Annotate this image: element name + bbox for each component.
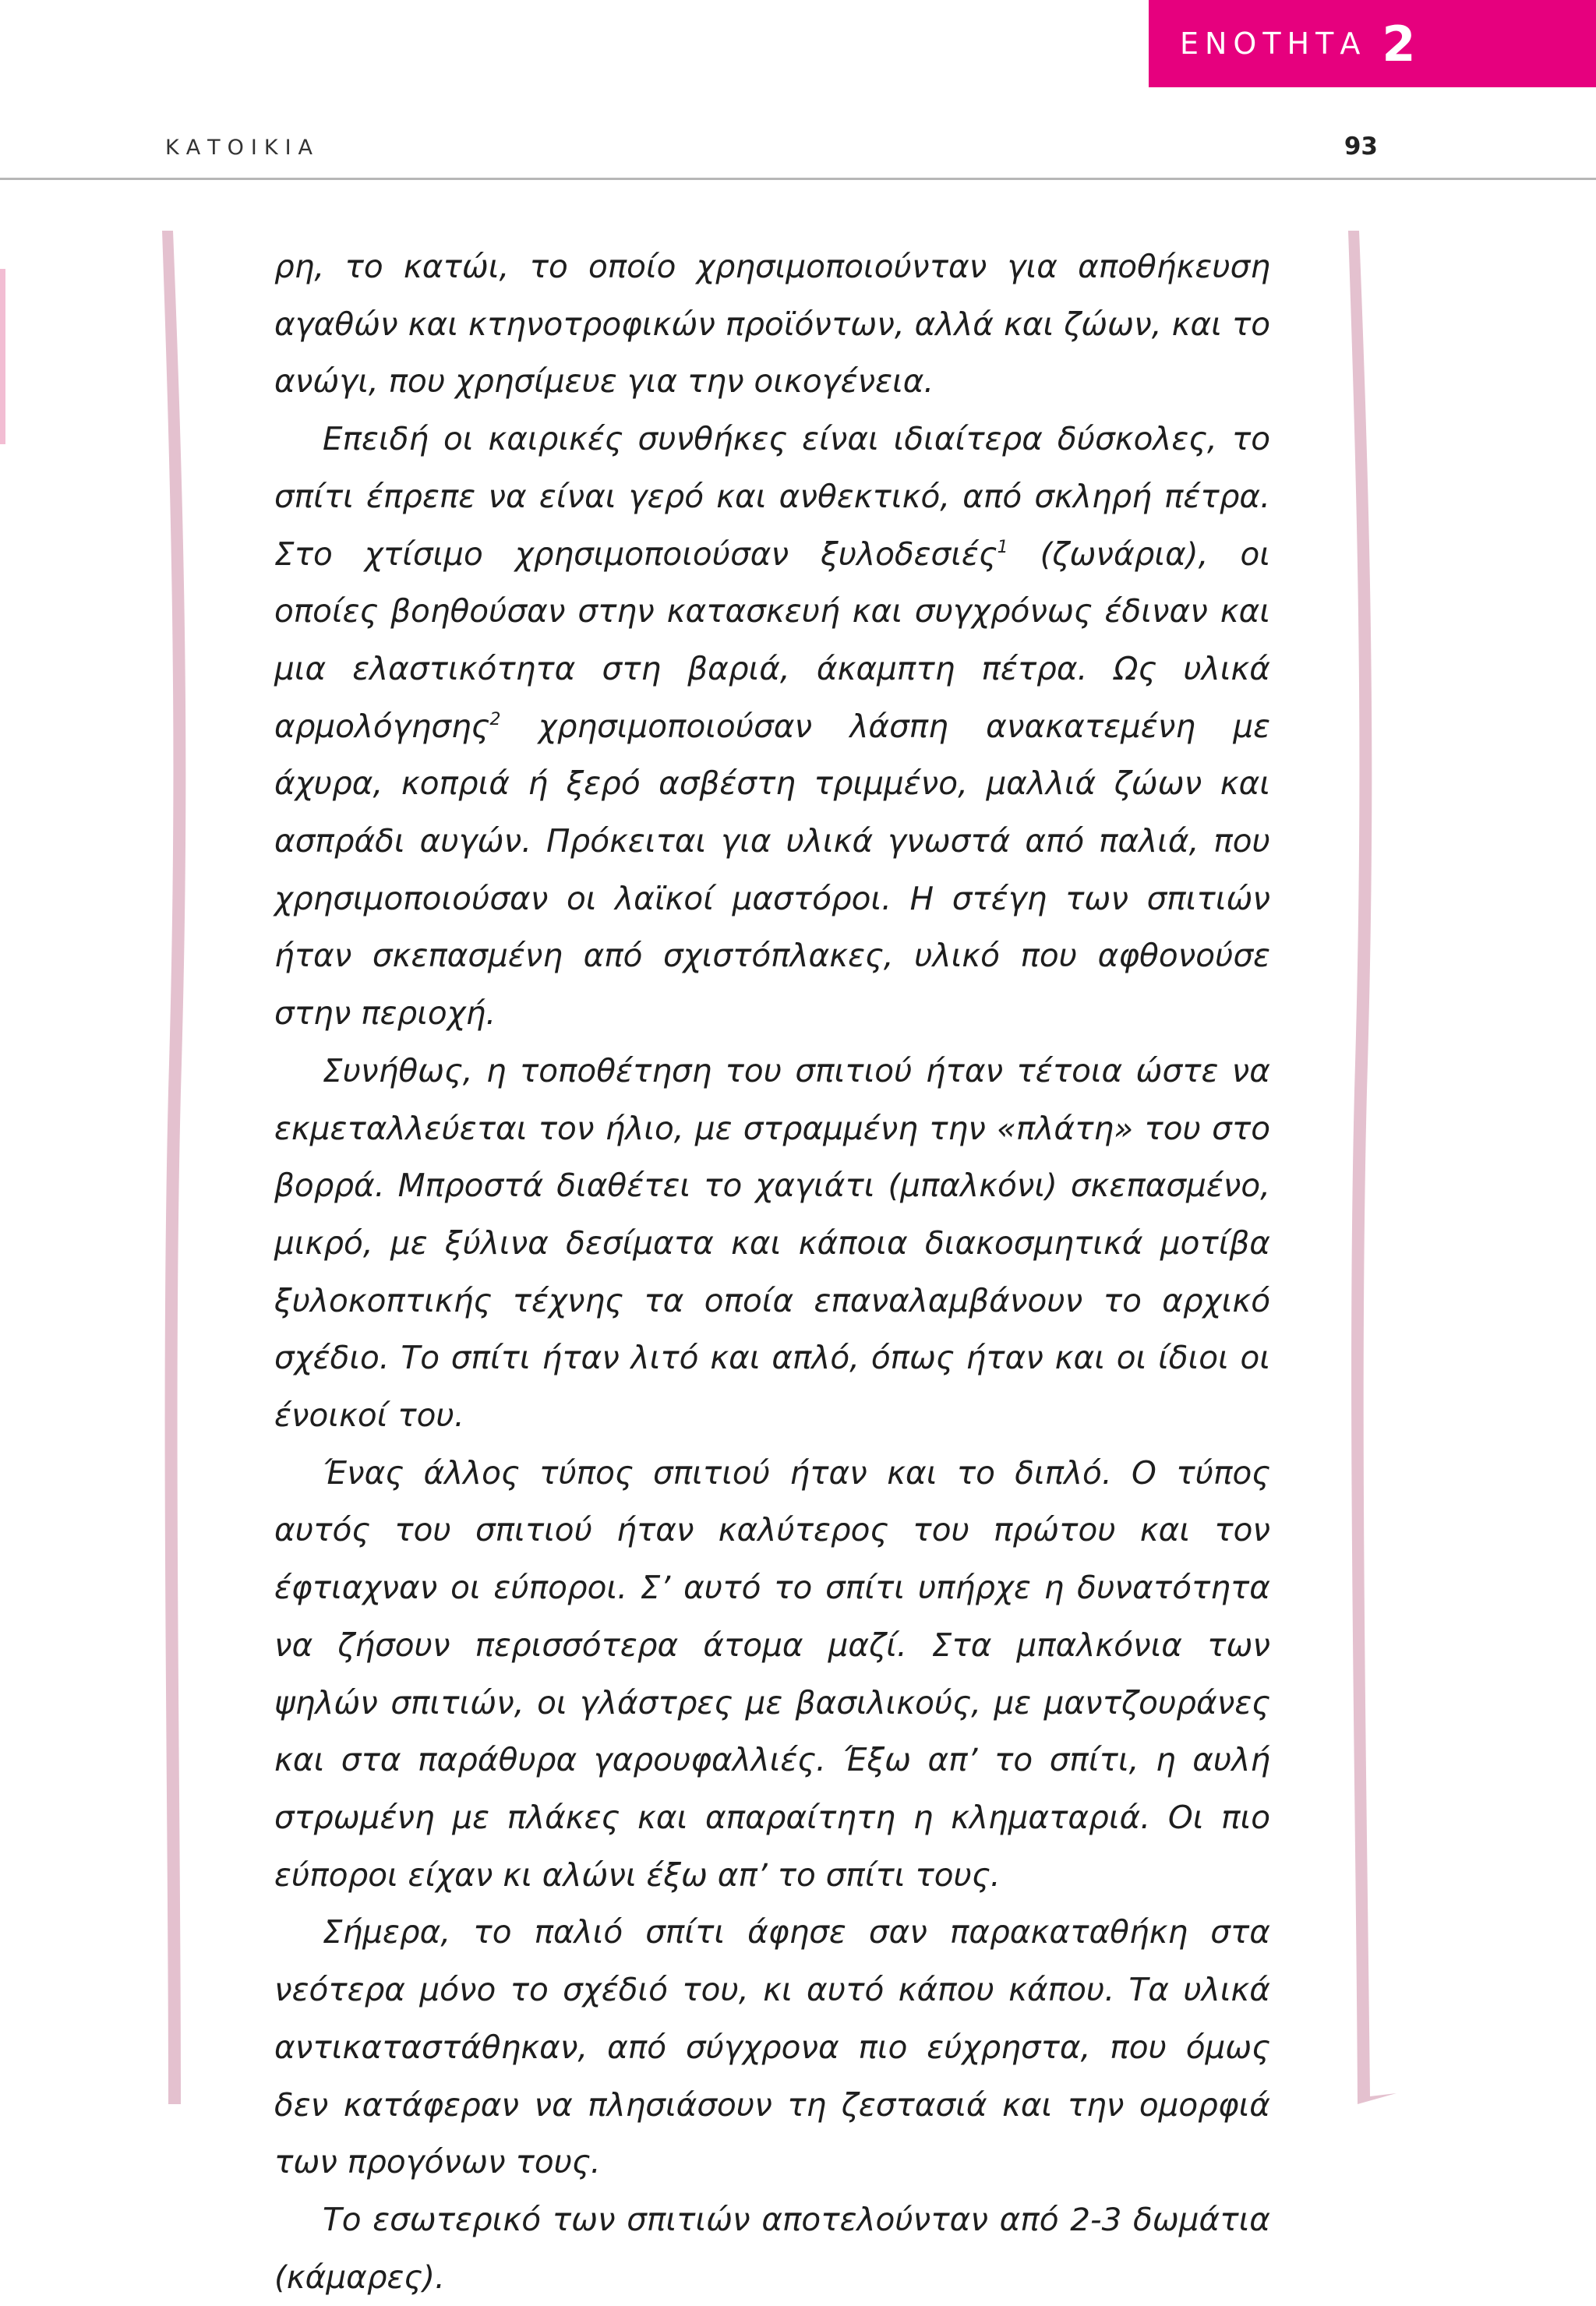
body-text <box>274 238 1270 2306</box>
paragraph: Ένας άλλος τύπος σπιτιού ήταν και το διπλό. Ο τύπος αυτός του σπιτιού ήταν καλύτερος του πρώτου και τον έφτιαχναν οι εύποροι. Σ’ αυτό το σπίτι υπήρχε η δυνατότητα να ζήσουν περισσότερα άτομα μαζί. Στα μπαλκόνια των ψηλών σπιτιών, οι γλάστρες με βασιλικούς, με μαντζουράνες και στα παράθυρα γαρουφαλλιές. Έξω απ’ το σπίτι, η αυλή στρωμένη με πλάκες και απαραίτητη η κληματαριά. Οι πιο εύποροι είχαν κι αλώνι έξω απ’ το σπίτι τους. <box>274 1453 1270 1894</box>
left-side-bar <box>162 231 185 2104</box>
paragraph: Το εσωτερικό των σπιτιών αποτελούνταν από 2-3 δωμάτια (κάμαρες). <box>274 2200 1270 2296</box>
footnote-marker[interactable]: 1 <box>997 537 1008 557</box>
footnote-marker[interactable]: 2 <box>489 709 501 729</box>
section-number: 2 <box>1382 15 1416 72</box>
paragraph: Σήμερα, το παλιό σπίτι άφησε σαν παρακαταθήκη στα νεότερα μόνο το σχέδιό του, κι αυτό κάπου κάπου. Τα υλικά αντικαταστάθηκαν, από σύγχρονα πιο εύχρηστα, που όμως δεν κατάφεραν να πλησιάσουν τη ζεστασιά και την ομορφιά των προγόνων τους. <box>274 1913 1270 2181</box>
paragraph: Συνήθως, η τοποθέτηση του σπιτιού ήταν τέτοια ώστε να εκμεταλλεύεται τον ήλιο, με στραμμένη την «πλάτη» του στο βορρά. Μπροστά διαθέτει το χαγιάτι (μπαλκόνι) σκεπασμένο, μικρό, με ξύλινα δεσίματα και κάποια διακοσμητικά μοτίβα ξυλοκοπτικής τέχνης τα οποία επαναλαμβάνουν το αρχικό σχέδιο. Το σπίτι ήταν λιτό και απλό, όπως ήταν και οι ίδιοι οι ένοικοί του. <box>274 1051 1270 1435</box>
paragraph: Επειδή οι καιρικές συνθήκες είναι ιδιαίτερα δύσκολες, το σπίτι έπρεπε να είναι γερό και ανθεκτικό, από σκληρή πέτρα. Στο χτίσιμο χρησιμοποιούσαν ξυλοδεσιές$^1$ (ζωνάρια), οι οποίες βοηθούσαν στην κατασκευή και συγχρόνως έδιναν και μια ελαστικότητα στη βαριά, άκαμπτη πέτρα. Ως υλικά αρμολόγησης$^2$ χρησιμοποιούσαν λάσπη ανακατεμένη με άχυρα, κοπριά ή ξερό ασβέστη τριμμένο, μαλλιά ζώων και ασπράδι αυγών. Πρόκειται για υλικά γνωστά από παλιά, που χρησιμοποιούσαν οι λαϊκοί μαστόροι. Η στέγη των σπιτιών ήταν σκεπασμένη από σχιστόπλακες, υλικό που αφθονούσε στην περιοχή. <box>274 420 1270 1033</box>
right-side-bar <box>1348 231 1396 2104</box>
page-number: 93 <box>1344 132 1378 161</box>
section-label: ΕΝΟΤΗΤΑ <box>1180 26 1367 61</box>
running-head: ΚΑΤΟΙΚΙΑ <box>165 136 320 160</box>
paragraph: ρη, το κατώι, το οποίο χρησιμοποιούνταν για αποθήκευση αγαθών και κτηνοτροφικών προϊόντων, αλλά και ζώων, και το ανώγι, που χρησίμευε για την οικογένεια. <box>274 248 1270 401</box>
